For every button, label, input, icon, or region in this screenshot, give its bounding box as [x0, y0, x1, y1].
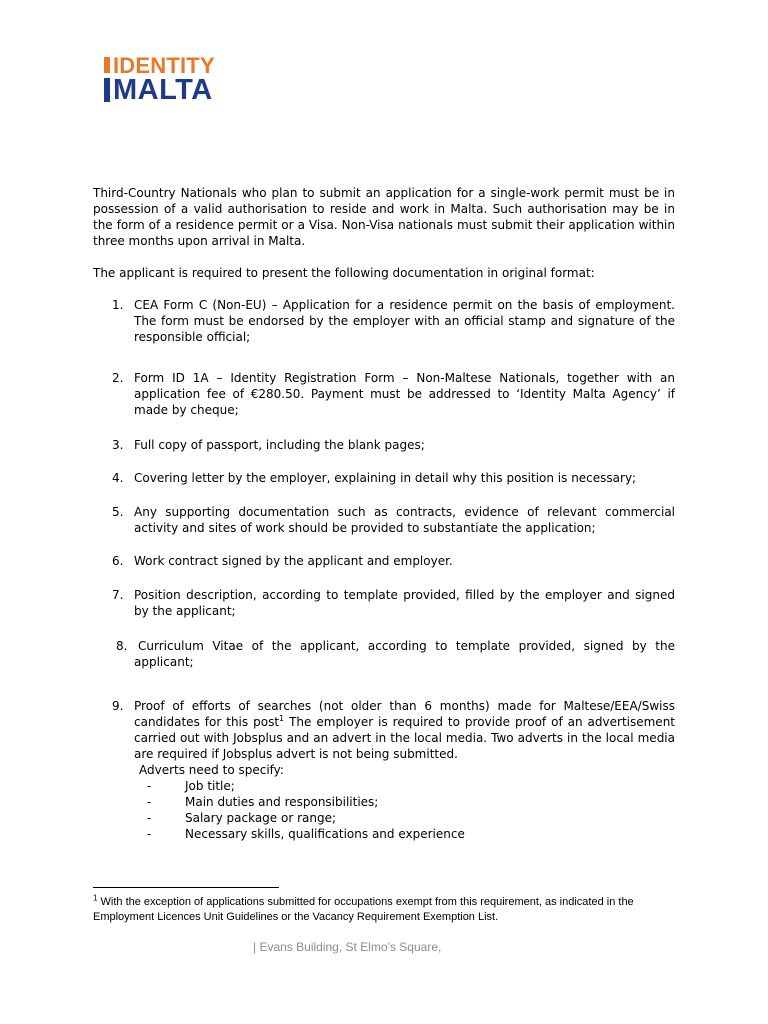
list-item-number: 8.: [116, 639, 128, 653]
list-item-text: Covering letter by the employer, explaining in detail why this position is necessary;: [134, 471, 637, 485]
list-item: [93, 826, 675, 842]
list-item-text: Position description, according to template provided, filled by the employer and signed by the applicant;: [134, 588, 675, 618]
list-item-number: 5.: [112, 505, 124, 519]
document-body: [93, 185, 675, 842]
footer-address: | Evans Building, St Elmo’s Square,: [253, 940, 442, 954]
list-item: [93, 810, 675, 826]
dash-bullet: -: [147, 811, 152, 825]
list-item-text-start: Proof of efforts of searches (not older than 6 months) made for Maltese/EEA/Swiss candidates for this post: [134, 699, 675, 729]
intro-paragraph: Third-Country Nationals who plan to submit an application for a single-work permit must be in possession of a valid authorisation to reside and work in Malta. Such authorisation may be in the form of a residence permit or a Visa. Non-Visa nationals must submit their application within three months upon arrival in Malta.: [93, 186, 675, 248]
list-item-text: Form ID 1A – Identity Registration Form – Non-Maltese Nationals, together with an application fee of €280.50. Payment must be addressed to ‘Identity Malta Agency’ if made by cheque;: [134, 371, 675, 417]
dash-bullet: -: [147, 795, 152, 809]
list-item-number: 2.: [112, 371, 124, 385]
footnote-separator: [93, 887, 279, 888]
footnote-marker: 1: [93, 893, 98, 903]
list-item: [93, 504, 675, 536]
requirements-list: [93, 297, 675, 762]
logo-orange-bar: [104, 57, 110, 73]
list-item: [93, 778, 675, 794]
list-item-number: 7.: [112, 588, 124, 602]
list-item-text: Full copy of passport, including the blank pages;: [134, 438, 425, 452]
list-item: [93, 470, 675, 486]
list-item-text: Work contract signed by the applicant and employer.: [134, 554, 453, 568]
list-item: [93, 638, 675, 670]
list-item: [93, 553, 675, 569]
adverts-label: Adverts need to specify:: [139, 763, 284, 777]
lead-paragraph: The applicant is required to present the following documentation in original format:: [93, 266, 595, 280]
list-item-text: Curriculum Vitae of the applicant, according to template provided, signed by the applicant;: [134, 639, 675, 669]
footnote-text: With the exception of applications submitted for occupations exempt from this requirement, as indicated in the Employment Licences Unit Guidelines or the Vacancy Requirement Exemption List.: [93, 896, 634, 923]
list-item-text: CEA Form C (Non-EU) – Application for a residence permit on the basis of employment. The form must be endorsed by the employer with an official stamp and signature of the responsible official;: [134, 298, 675, 344]
list-item-number: 9.: [112, 699, 124, 713]
identity-malta-logo: [104, 55, 244, 105]
list-item-number: 3.: [112, 438, 124, 452]
list-item-number: 6.: [112, 554, 124, 568]
list-item-text: Any supporting documentation such as contracts, evidence of relevant commercial activity and sites of work should be provided to substantiate the application;: [134, 505, 675, 535]
list-item-text: Salary package or range;: [185, 811, 337, 825]
list-item: [93, 794, 675, 810]
list-item: [93, 587, 675, 619]
list-item: [93, 698, 675, 762]
logo-blue-bar: [104, 78, 110, 102]
list-item: [93, 437, 675, 453]
logo-identity-word: IDENTITY: [113, 53, 215, 78]
list-item: [93, 297, 675, 345]
list-item-text: Main duties and responsibilities;: [185, 795, 379, 809]
footnote: [93, 895, 683, 925]
adverts-requirements-list: [93, 778, 675, 842]
dash-bullet: -: [147, 779, 152, 793]
list-item-number: 4.: [112, 471, 124, 485]
logo-malta-word: MALTA: [113, 74, 213, 106]
list-item-text: Job title;: [185, 779, 235, 793]
dash-bullet: -: [147, 827, 152, 841]
list-item-text-end: The employer is required to provide proof of an advertisement carried out with Jobsplus and an advert in the local media. Two adverts in the local media are required if Jobsplus advert is not being submitted.: [134, 715, 676, 761]
list-item: [93, 370, 675, 418]
footnote-reference: 1: [279, 714, 285, 723]
list-item-text: Necessary skills, qualifications and experience: [185, 827, 465, 841]
list-item-number: 1.: [112, 298, 124, 312]
